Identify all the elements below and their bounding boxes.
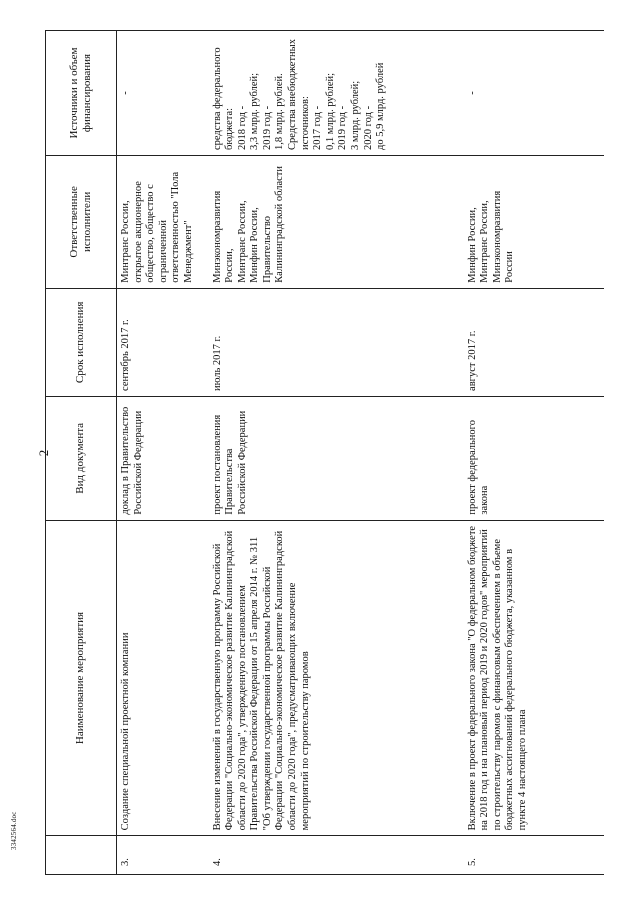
- row-funding: средства федерального бюджета: 2018 год - 3,3 млрд. рублей; 2019 год - 1,8 млрд. рублей. Средства внебюджетных источников: 2017 год - 0,1 млрд. рублей; 2019 год - 3 млрд. рублей; 2020 год - до 5,9 млрд. рублей: [209, 31, 464, 156]
- page-number: 2: [36, 449, 51, 457]
- row-deadline: август 2017 г.: [464, 288, 604, 396]
- table-row: [209, 31, 464, 875]
- table-row: [117, 31, 209, 875]
- row-funding: -: [117, 31, 209, 156]
- header-name: Наименование мероприятия: [46, 520, 117, 836]
- header-funding: Источники и объем финансирования: [46, 31, 117, 156]
- row-number: 5.: [464, 836, 604, 875]
- row-name: Создание специальной проектной компании: [117, 520, 209, 836]
- row-executors: Минтранс России, открытое акционерное общество, общество с ограниченной ответственностью "Пола Менеджмент": [117, 156, 209, 289]
- row-doc-type: доклад в Правительство Российской Федерации: [117, 396, 209, 520]
- row-name: Включение в проект федерального закона "О федеральном бюджете на 2018 год и на плановый период 2019 и 2020 годов" мероприятий по строительству паромов с финансовым обеспечением в объеме бюджетных ассигнований федерального бюджета, указанном в пункте 4 настоящего плана: [464, 520, 604, 836]
- header-deadline: Срок исполнения: [46, 288, 117, 396]
- header-executors: Ответственные исполнители: [46, 156, 117, 289]
- row-number: 4.: [209, 836, 464, 875]
- document-code: 3342564.doc: [10, 811, 18, 850]
- row-funding: -: [464, 31, 604, 156]
- row-executors: Минфин России, Минтранс России, Минэкономразвития России: [464, 156, 604, 289]
- table-row: [464, 31, 604, 875]
- row-name: Внесение изменений в государственную программу Российской Федерации "Социально-экономическое развитие Калининградской области до 2020 года", утвержденную постановлением Правительства Российской Федерации от 15 апреля 2014 г. № 311 "Об утверждении государственной программы Российской Федерации "Социально-экономическое развитие Калининградской области до 2020 года", предусматривающих включение мероприятий по строительству паромов: [209, 520, 464, 836]
- row-number: 3.: [117, 836, 209, 875]
- row-doc-type: проект федерального закона: [464, 396, 604, 520]
- table-header-row: [46, 31, 117, 875]
- row-doc-type: проект постановления Правительства Российской Федерации: [209, 396, 464, 520]
- row-executors: Минэкономразвития России, Минтранс России, Минфин России, Правительство Калининградской области: [209, 156, 464, 289]
- measures-table: [45, 30, 604, 875]
- header-num: [46, 836, 117, 875]
- header-doc-type: Вид документа: [46, 396, 117, 520]
- row-deadline: сентябрь 2017 г.: [117, 288, 209, 396]
- measures-table-container: [45, 30, 605, 875]
- row-deadline: июль 2017 г.: [209, 288, 464, 396]
